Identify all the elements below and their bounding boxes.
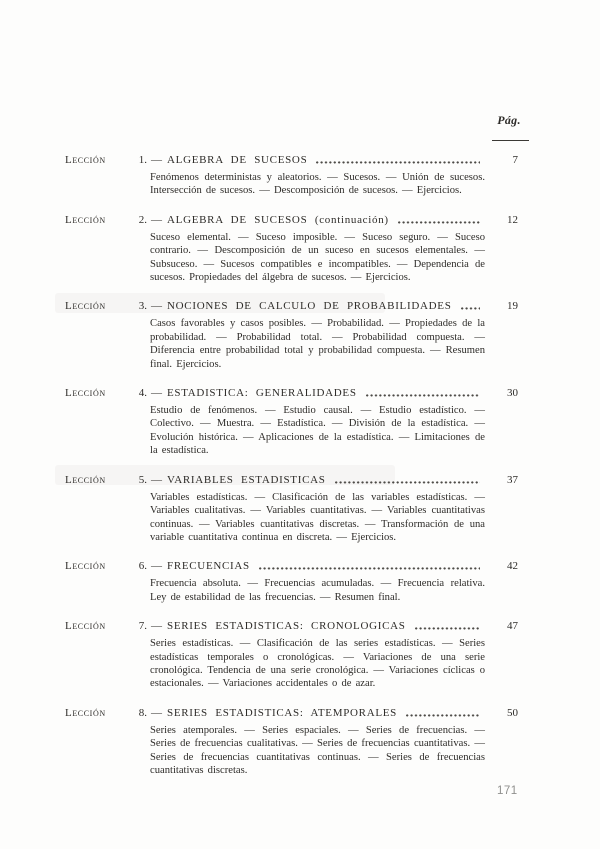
lesson-page-number: 7 (512, 154, 518, 166)
lesson-label: Lección (65, 154, 106, 166)
lesson-description: Casos favorables y casos posibles. — Probabilidad. — Propiedades de la probabilidad. — Probabilidad total. — Probabilidad compuesta. — Diferencia entre probabilidad total y probabilidad compuesta. — Resumen final. Ejercicios. (150, 318, 485, 370)
toc-entry-heading (65, 299, 518, 313)
lesson-description: Variables estadísticas. — Clasificación de las variables estadísticas. — Variables cualitativas. — Variables cuantitativas. — Variables cuantitativas continuas. — Variables cuantitativas discretas. — Transformación de una variable cuantitativa continua en discreta. — Ejercicios. (150, 491, 485, 543)
lesson-number: 3. (138, 300, 147, 313)
toc-entry (65, 706, 518, 778)
lesson-page-number: 47 (507, 620, 518, 633)
lesson-label: Lección (65, 473, 106, 486)
lesson-label: Lección (65, 387, 106, 400)
toc-entries (65, 153, 518, 792)
page-column-header-rule (492, 140, 529, 141)
lesson-page-number: 30 (507, 387, 518, 400)
dotted-leader (415, 627, 480, 630)
lesson-page-number: 42 (507, 560, 518, 573)
lesson-title: SERIES ESTADISTICAS: ATEMPORALES (167, 706, 397, 719)
lesson-title: NOCIONES DE CALCULO DE PROBABILIDADES (167, 300, 452, 313)
lesson-dash: — (151, 620, 162, 633)
lesson-page-number: 12 (507, 213, 518, 226)
toc-entry-heading (65, 386, 518, 400)
lesson-dash: — (151, 300, 162, 313)
lesson-label: Lección (65, 560, 106, 573)
dotted-leader (406, 714, 480, 717)
lesson-number: 1. (138, 154, 147, 166)
lesson-description: Series atemporales. — Series espaciales. — Series de frecuencias. — Series de frecuencias cualitativas. — Series de frecuencias cuantitativas. — Series de frecuencias cuantitativas continuas. — Series de frecuencias cuantitativas discretas. (150, 724, 485, 776)
toc-entry (65, 559, 518, 604)
lesson-number: 8. (138, 706, 147, 719)
dotted-leader (398, 221, 480, 224)
lesson-description: Estudio de fenómenos. — Estudio causal. — Estudio estadístico. — Colectivo. — Muestra. — Estadística. — División de la estadística. — Evolución histórica. — Aplicaciones de la estadística. — Limitaciones de la estadística. (150, 405, 485, 457)
lesson-description: Suceso elemental. — Suceso imposible. — Suceso seguro. — Suceso contrario. — Descomposición de un suceso en sucesos elementales. — Subsuceso. — Sucesos compatibles e incompatibles. — Dependencia de sucesos. Propiedades del álgebra de sucesos. — Ejercicios. (150, 231, 485, 284)
dotted-leader (335, 481, 480, 484)
lesson-description: Series estadísticas. — Clasificación de las series estadísticas. — Series estadísticas temporales o cronológicas. — Variaciones de una serie cronológica. Tendencia de una serie cronológica. — Variaciones cíclicas o estacionales. — Variaciones accidentales o de azar. (150, 638, 485, 690)
page-column-header: Pág. (497, 113, 521, 127)
lesson-dash: — (151, 387, 162, 400)
toc-entry-heading (65, 619, 518, 633)
dotted-leader (461, 307, 480, 310)
lesson-label: Lección (65, 300, 106, 313)
lesson-number: 7. (138, 620, 147, 633)
lesson-description: Frecuencia absoluta. — Frecuencias acumuladas. — Frecuencia relativa. Ley de estabilidad de las frecuencias. — Resumen final. (150, 578, 485, 603)
lesson-page-number: 37 (507, 473, 518, 486)
toc-entry (65, 213, 518, 285)
lesson-page-number: 19 (507, 300, 518, 313)
lesson-title: ALGEBRA DE SUCESOS (continuación) (167, 213, 389, 226)
lesson-title: FRECUENCIAS (167, 560, 250, 573)
lesson-dash: — (151, 706, 162, 719)
lesson-dash: — (151, 213, 162, 226)
toc-entry-heading (65, 559, 518, 573)
lesson-title: VARIABLES ESTADISTICAS (167, 473, 326, 486)
lesson-number: 4. (138, 387, 147, 400)
toc-entry-heading (65, 153, 518, 167)
toc-entry (65, 299, 518, 371)
lesson-title: ESTADISTICA: GENERALIDADES (167, 387, 357, 400)
toc-entry (65, 473, 518, 545)
lesson-dash: — (151, 560, 162, 573)
lesson-label: Lección (65, 620, 106, 633)
dotted-leader (366, 394, 480, 397)
lesson-page-number: 50 (507, 706, 518, 719)
toc-entry (65, 386, 518, 458)
lesson-dash: — (151, 473, 162, 486)
lesson-label: Lección (65, 213, 106, 226)
lesson-number: 2. (138, 213, 147, 226)
toc-entry-heading (65, 213, 518, 227)
page-folio-number: 171 (497, 785, 518, 797)
lesson-dash: — (151, 154, 162, 166)
toc-entry (65, 619, 518, 691)
toc-entry (65, 153, 518, 198)
lesson-description: Fenómenos deterministas y aleatorios. — Sucesos. — Unión de sucesos. Intersección de sucesos. — Descomposición de sucesos. — Ejercicios. (150, 172, 485, 197)
dotted-leader (316, 161, 480, 164)
lesson-label: Lección (65, 706, 106, 719)
dotted-leader (259, 567, 480, 570)
lesson-title: SERIES ESTADISTICAS: CRONOLOGICAS (167, 620, 406, 633)
lesson-number: 5. (138, 473, 147, 486)
lesson-number: 6. (138, 560, 147, 573)
lesson-title: ALGEBRA DE SUCESOS (167, 154, 308, 166)
toc-entry-heading (65, 706, 518, 720)
toc-entry-heading (65, 473, 518, 487)
